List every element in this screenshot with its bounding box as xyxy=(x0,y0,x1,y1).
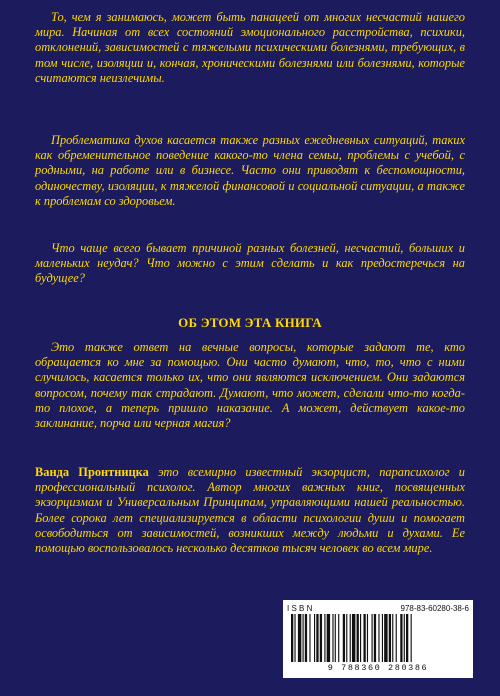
barcode-bar xyxy=(309,614,310,662)
paragraph-1: То, чем я занимаюсь, может быть панацеей от многих несчастий нашего мира. Начиная от всех состояний эмоционального расстройства, психики, отклонений, зависимостей с тяжелыми психическими болезнями, требующих, в том числе, изоляции и, кончая, хроническими болезнями или болезнями, которые считаются неизлечимы. xyxy=(35,10,465,85)
isbn-barcode xyxy=(283,600,473,678)
paragraph-spirits xyxy=(35,133,465,209)
paragraph-answers xyxy=(35,340,465,431)
barcode-bar xyxy=(346,614,347,662)
barcode-bar xyxy=(384,614,387,662)
barcode-bar xyxy=(314,614,315,662)
barcode-bar xyxy=(350,614,351,662)
paragraph-3: Что чаще всего бывает причиной разных болезней, несчастий, больших и маленьких неудач? Что можно с этим сделать и как предостеречься на будущее? xyxy=(35,241,465,286)
author-name: Ванда Пронтницка xyxy=(35,465,149,479)
barcode-bar xyxy=(400,614,402,662)
barcode-bar xyxy=(404,614,405,662)
barcode-bar xyxy=(291,614,293,662)
barcode-bar xyxy=(367,614,368,662)
barcode-bar xyxy=(343,614,345,662)
barcode-bar xyxy=(389,614,391,662)
barcode-digits: 9 788360 280386 xyxy=(327,663,429,673)
barcode-bar xyxy=(378,614,379,662)
barcode-bar xyxy=(352,614,355,662)
barcode-bar xyxy=(320,614,322,662)
paragraph-4: Это также ответ на вечные вопросы, которые задают те, кто обращается ко мне за помощью. Они часто думают, что, то, что с ними случилось, касается только их, что они являются исключением. Они задаются вопросом, почему так страдают. Думают, что может, сделали что-то когда-то плохое, а теперь пришло наказание. А может, действует какое-то заклинание, порча или черная магия? xyxy=(35,340,465,431)
barcode-bar xyxy=(360,614,361,662)
barcode-bar xyxy=(327,614,330,662)
barcode-bar xyxy=(324,614,325,662)
barcode-bar xyxy=(406,614,408,662)
barcode-bar xyxy=(357,614,359,662)
paragraph-5 xyxy=(35,465,465,556)
barcode-bar xyxy=(316,614,318,662)
barcode-bars xyxy=(289,614,467,662)
section-heading: ОБ ЭТОМ ЭТА КНИГА xyxy=(178,315,322,330)
barcode-bar xyxy=(396,614,397,662)
author-bio: это всемирно известный экзорцист, парапсихолог и профессиональный психолог. Автор многих важных книг, посвященных экзорцизмам и Универсальным Принципам, управляющими нашей реальностью. Более сорока лет специализируется в области психологии души и помогает освободиться от зависимостей, возникших между людьми и духами. Ее помощью воспользовалось несколько десятков тысяч человек во всем мире. xyxy=(35,465,465,556)
barcode-bar xyxy=(305,614,307,662)
barcode-bar xyxy=(294,614,295,662)
barcode-bar xyxy=(332,614,333,662)
barcode-bar xyxy=(392,614,393,662)
paragraph-question xyxy=(35,241,465,287)
barcode-bar xyxy=(338,614,339,662)
barcode-bar xyxy=(303,614,304,662)
isbn-row xyxy=(287,602,469,614)
isbn-label: I S B N xyxy=(287,603,313,613)
barcode-bar xyxy=(382,614,383,662)
paragraph-2: Проблематика духов касается также разных ежедневных ситуаций, таких как обременительное поведение какого-то члена семьи, проблемы с учебой, с родными, на работе или в бизнесе. Часто они приводят к беспомощности, одиночеству, изоляции, к тяжелой финансовой и социальной ситуации, а также к проблемам со здоровьем. xyxy=(35,133,465,208)
barcode-bar xyxy=(363,614,365,662)
barcode-bar xyxy=(411,614,412,662)
barcode-bar xyxy=(298,614,301,662)
paragraph-intro xyxy=(35,10,465,86)
paragraph-author xyxy=(35,465,465,556)
barcode-bar xyxy=(372,614,373,662)
isbn-number: 978-83-60280-38-6 xyxy=(400,603,469,613)
barcode-bar xyxy=(335,614,336,662)
barcode-bar xyxy=(374,614,376,662)
